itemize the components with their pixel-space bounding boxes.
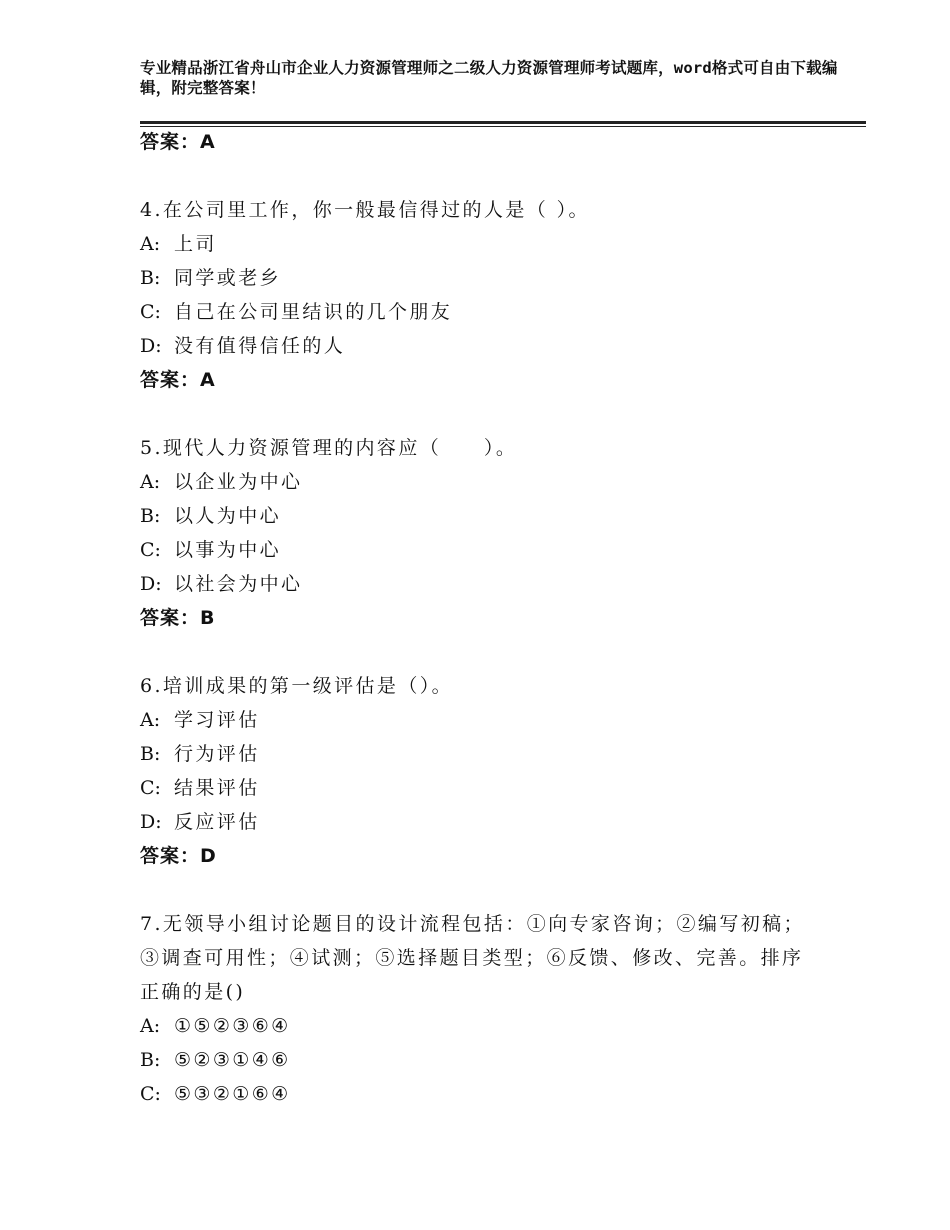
option-key: B: bbox=[140, 267, 161, 289]
option-b bbox=[140, 737, 820, 771]
option-text: 没有值得信任的人 bbox=[174, 335, 346, 357]
option-text: 以社会为中心 bbox=[174, 573, 303, 595]
option-key: A: bbox=[140, 709, 161, 731]
answer-line: 答案：D bbox=[140, 845, 217, 867]
option-text: 同学或老乡 bbox=[174, 267, 282, 289]
option-key: B: bbox=[140, 505, 161, 527]
option-d bbox=[140, 805, 820, 839]
option-text: 学习评估 bbox=[174, 709, 260, 731]
option-text: ①⑤②③⑥④ bbox=[174, 1015, 291, 1037]
option-text: 上司 bbox=[174, 233, 217, 255]
option-text: 以人为中心 bbox=[174, 505, 282, 527]
option-key: D: bbox=[140, 335, 162, 357]
option-c bbox=[140, 771, 820, 805]
option-key: B: bbox=[140, 743, 161, 765]
document-title: 专业精品浙江省舟山市企业人力资源管理师之二级人力资源管理师考试题库，word格式可自由下载编辑，附完整答案！ bbox=[140, 59, 838, 97]
option-text: ⑤②③①④⑥ bbox=[174, 1049, 291, 1071]
option-c bbox=[140, 295, 820, 329]
option-c bbox=[140, 1077, 820, 1111]
option-b bbox=[140, 1043, 820, 1077]
question-stem: 5.现代人力资源管理的内容应（ ）。 bbox=[140, 437, 518, 459]
option-b bbox=[140, 499, 820, 533]
option-a bbox=[140, 703, 820, 737]
question-stem: 6.培训成果的第一级评估是（）。 bbox=[140, 675, 454, 697]
option-key: B: bbox=[140, 1049, 161, 1071]
option-key: D: bbox=[140, 573, 162, 595]
option-key: C: bbox=[140, 539, 161, 561]
option-text: 行为评估 bbox=[174, 743, 260, 765]
header-rule-thick bbox=[140, 121, 866, 124]
question-4 bbox=[140, 193, 820, 397]
answer-line: 答案：B bbox=[140, 607, 216, 629]
option-text: 反应评估 bbox=[174, 811, 260, 833]
answer-line: 答案：A bbox=[140, 369, 216, 391]
option-text: 以企业为中心 bbox=[174, 471, 303, 493]
option-key: C: bbox=[140, 301, 161, 323]
question-list bbox=[140, 125, 820, 1111]
question-6 bbox=[140, 669, 820, 873]
option-a bbox=[140, 1009, 820, 1043]
option-key: C: bbox=[140, 1083, 161, 1105]
option-key: C: bbox=[140, 777, 161, 799]
option-key: A: bbox=[140, 471, 161, 493]
option-c bbox=[140, 533, 820, 567]
option-text: 以事为中心 bbox=[174, 539, 282, 561]
question-7 bbox=[140, 907, 820, 1111]
option-b bbox=[140, 261, 820, 295]
option-key: A: bbox=[140, 233, 161, 255]
option-key: D: bbox=[140, 811, 162, 833]
option-text: 自己在公司里结识的几个朋友 bbox=[174, 301, 453, 323]
option-a bbox=[140, 227, 820, 261]
option-d bbox=[140, 567, 820, 601]
question-5 bbox=[140, 431, 820, 635]
document-header bbox=[140, 58, 840, 98]
question-stem: 7.无领导小组讨论题目的设计流程包括：①向专家咨询；②编写初稿；③调查可用性；④试测；⑤选择题目类型；⑥反馈、修改、完善。排序正确的是() bbox=[140, 913, 805, 1003]
question-stem: 4.在公司里工作，你一般最信得过的人是（ ）。 bbox=[140, 199, 590, 221]
option-text: ⑤③②①⑥④ bbox=[174, 1083, 291, 1105]
option-key: A: bbox=[140, 1015, 161, 1037]
option-a bbox=[140, 465, 820, 499]
option-text: 结果评估 bbox=[174, 777, 260, 799]
previous-answer: 答案：A bbox=[140, 131, 216, 153]
option-d bbox=[140, 329, 820, 363]
